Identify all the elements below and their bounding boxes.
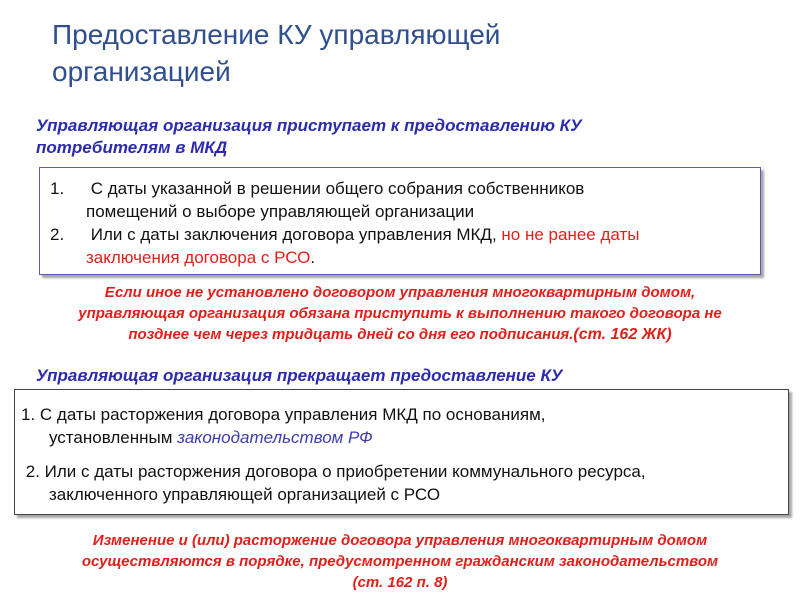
item-text-line-1: С даты расторжения договора управления МКД по основаниям,: [39, 405, 546, 424]
item-text-red-line-2: заключения договора с РСО: [86, 248, 311, 267]
start-note-reference: (ст. 162 ЖК): [573, 326, 672, 343]
item-text-line-2: помещений о выборе управляющей организации: [86, 202, 475, 221]
start-note-line-2: управляющая организация обязана приступить к выполнению такого договора не: [78, 305, 722, 322]
item-text-line-1: Или с даты расторжения договора о приобретении коммунального ресурса,: [44, 462, 646, 481]
end-condition-item-1: [21, 403, 781, 449]
start-note: [10, 282, 790, 345]
start-heading-line-2: потребителям в МКД: [36, 138, 228, 157]
end-section-heading: Управляющая организация прекращает предоставление КУ: [36, 366, 563, 385]
start-note-line-1: Если иное не установлено договором управления многоквартирным домом,: [104, 284, 696, 301]
item-text-period: .: [310, 248, 316, 267]
item-text-line-1: Или с даты заключения договора управления МКД,: [90, 225, 497, 244]
legislation-link[interactable]: законодательством РФ: [177, 428, 373, 447]
page-title-line-2: организацией: [52, 56, 231, 87]
start-condition-item-2: [50, 223, 750, 269]
start-heading-line-1: Управляющая организация приступает к предоставлению КУ: [36, 116, 582, 135]
item-text-line-1: С даты указанной в решении общего собрания собственников: [90, 179, 585, 198]
item-number: 1.: [50, 179, 65, 198]
end-note: [10, 530, 790, 593]
item-text-line-2: установленным: [49, 428, 173, 447]
end-note-line-1: Изменение и (или) расторжение договора управления многоквартирным домом: [92, 532, 708, 549]
start-conditions-box: [39, 167, 761, 275]
item-text-red: но не ранее даты: [501, 225, 640, 244]
end-conditions-box: [14, 389, 789, 515]
item-text-line-2: заключенного управляющей организацией с РСО: [49, 485, 441, 504]
item-number: 1.: [21, 405, 36, 424]
start-section-heading: [36, 115, 736, 159]
item-number: 2.: [25, 462, 40, 481]
page-title-line-1: Предоставление КУ управляющей: [52, 19, 501, 50]
end-note-line-3: (ст. 162 п. 8): [352, 574, 448, 591]
page-title: [52, 16, 752, 90]
start-note-line-3: позднее чем через тридцать дней со дня его подписания.: [128, 326, 574, 343]
end-condition-item-2: [21, 460, 781, 506]
start-condition-item-1: [50, 177, 750, 223]
end-note-line-2: осуществляются в порядке, предусмотренном гражданским законодательством: [81, 553, 719, 570]
item-number: 2.: [50, 225, 65, 244]
